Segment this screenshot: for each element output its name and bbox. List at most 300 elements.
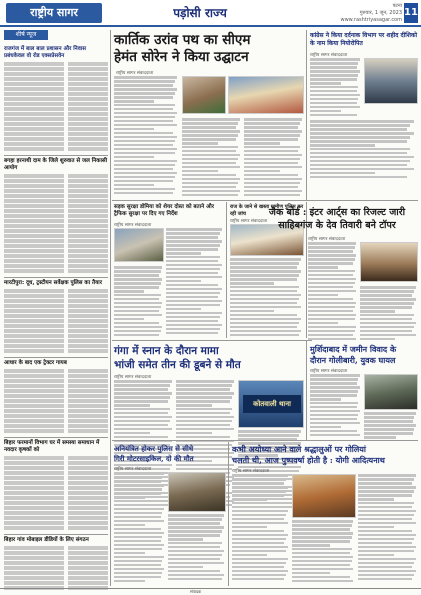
text-line	[232, 534, 288, 537]
text-line	[358, 558, 416, 561]
text-line	[244, 150, 298, 153]
text-line	[114, 334, 159, 337]
text-line	[182, 142, 218, 145]
text-line	[166, 236, 218, 239]
jac-headline-line2: साहिबगंज के देव तिवारी बने टॉपर	[278, 220, 396, 231]
text-line	[114, 384, 170, 387]
text-line	[182, 166, 240, 169]
text-line	[244, 182, 300, 185]
accident-byline: राष्ट्रीय सागर संवाददाता	[114, 467, 152, 472]
text-line	[230, 270, 301, 273]
text-line	[360, 338, 395, 341]
header-site: www.rashtriyasagar.com	[340, 17, 402, 23]
text-line	[244, 166, 302, 169]
text-line	[358, 514, 414, 517]
header-city: पटना	[392, 3, 402, 9]
text-line	[168, 570, 220, 573]
text-line	[182, 130, 240, 133]
text-line	[182, 122, 238, 125]
text-line	[244, 190, 302, 193]
text-line	[292, 564, 350, 567]
text-line	[114, 266, 162, 269]
text-line	[114, 388, 168, 391]
text-line	[114, 416, 172, 419]
text-line	[310, 422, 360, 425]
text-line	[310, 426, 341, 429]
text-line	[292, 580, 353, 583]
footer-text: संपादक	[190, 589, 202, 594]
text-line	[232, 574, 286, 577]
text-line	[166, 328, 220, 331]
text-line	[114, 84, 173, 87]
text-line	[308, 330, 355, 333]
text-line	[308, 290, 356, 293]
text-line	[182, 162, 236, 165]
text-line	[310, 410, 360, 413]
text-line	[310, 114, 357, 117]
text-line	[308, 262, 353, 265]
top-right-headline: कांग्रेस ने किया दर्दनाक विभाग पर शहीद दीशिको के नाम किया नियोरोपित	[310, 32, 418, 47]
text-line	[360, 314, 414, 317]
text-line	[292, 568, 353, 571]
text-line	[364, 428, 414, 431]
text-line	[114, 424, 168, 427]
lead-photo-1	[182, 76, 226, 114]
text-line	[310, 160, 410, 163]
text-line	[232, 522, 288, 525]
text-line	[232, 554, 267, 557]
text-line	[310, 144, 375, 147]
text-line	[308, 278, 356, 281]
text-line	[168, 514, 224, 517]
text-line	[232, 498, 267, 501]
text-line	[114, 560, 162, 563]
text-line	[232, 518, 284, 521]
text-line	[114, 192, 173, 195]
text-line	[114, 512, 162, 515]
text-line	[166, 284, 218, 287]
text-line	[114, 496, 145, 499]
jac-byline: राष्ट्रीय सागर संवाददाता	[308, 237, 346, 242]
text-line	[244, 130, 302, 133]
text-line	[176, 384, 232, 387]
text-line	[230, 258, 301, 261]
text-line	[310, 152, 407, 155]
text-line	[244, 126, 298, 129]
text-line	[166, 228, 222, 231]
text-line	[292, 544, 330, 547]
text-line	[114, 480, 161, 483]
text-line	[358, 538, 414, 541]
text-line	[182, 134, 238, 137]
text-line	[238, 430, 301, 433]
top-right-text-col2	[310, 120, 418, 180]
text-line	[308, 250, 353, 253]
text-line	[182, 178, 240, 181]
text-line	[244, 122, 300, 125]
text-line	[230, 306, 301, 309]
text-line	[114, 516, 161, 519]
text-line	[176, 428, 234, 431]
text-line	[114, 484, 164, 487]
text-line	[114, 432, 150, 435]
row-divider	[112, 340, 312, 341]
murshidabad-text-col1	[310, 374, 362, 440]
text-line	[114, 408, 170, 411]
text-line	[114, 318, 144, 321]
lead-headline-line2: हेमंत सोरेन ने किया उद्घाटन	[114, 49, 249, 65]
text-line	[364, 432, 413, 435]
text-line	[114, 152, 175, 155]
text-line	[230, 262, 299, 265]
text-line	[308, 310, 353, 313]
yogi-text-col3	[358, 474, 418, 584]
text-line	[114, 156, 154, 159]
text-line	[308, 314, 356, 317]
left-item-headline: मारटीपुरा: दूध, ट्रस्टीयन सर्वेक्षक पुलिस का तैयार	[4, 277, 108, 287]
text-line	[244, 194, 300, 197]
text-line	[232, 566, 284, 569]
text-line	[292, 532, 353, 535]
text-line	[176, 416, 234, 419]
text-line	[292, 576, 350, 579]
text-line	[114, 552, 145, 555]
text-line	[360, 302, 414, 305]
text-line	[182, 158, 238, 161]
text-line	[244, 118, 302, 121]
text-line	[114, 330, 161, 333]
text-line	[168, 526, 224, 529]
text-line	[310, 58, 360, 61]
accident-headline-line1: अनियंत्रित होकर पुलिस से सीधे	[114, 444, 194, 453]
text-line	[310, 430, 357, 433]
text-line	[114, 536, 162, 539]
text-line	[310, 386, 360, 389]
text-line	[114, 124, 177, 127]
text-line	[114, 436, 168, 439]
traffic-text-2	[114, 266, 164, 338]
text-line	[358, 578, 412, 581]
traffic-text	[166, 228, 224, 338]
text-line	[230, 302, 297, 305]
text-line	[182, 186, 236, 189]
text-line	[114, 100, 154, 103]
text-line	[176, 464, 234, 467]
text-line	[114, 392, 172, 395]
text-line	[114, 286, 159, 289]
text-line	[114, 172, 177, 175]
text-line	[310, 62, 358, 65]
text-line	[230, 286, 299, 289]
text-line	[166, 292, 220, 295]
text-line	[182, 126, 236, 129]
text-line	[182, 154, 240, 157]
text-line	[232, 502, 286, 505]
page-header	[0, 0, 421, 26]
text-line	[244, 162, 298, 165]
text-line	[310, 164, 407, 167]
text-line	[114, 500, 162, 503]
text-line	[292, 552, 350, 555]
text-line	[310, 378, 358, 381]
text-line	[232, 538, 286, 541]
row-divider	[112, 200, 418, 201]
left-item-headline: बगहा हरनाथी दाम के जिले शुरुवात से जल निकासी आयोग	[4, 155, 108, 172]
text-line	[310, 374, 360, 377]
text-line	[114, 282, 161, 285]
text-line	[358, 574, 414, 577]
text-line	[360, 330, 412, 333]
accident-text-col2	[168, 514, 226, 584]
text-line	[114, 274, 159, 277]
text-line	[114, 88, 177, 91]
top-right-text-col1	[310, 58, 362, 118]
text-line	[310, 176, 407, 179]
text-line	[358, 554, 394, 557]
text-line	[182, 118, 240, 121]
text-line	[168, 566, 203, 569]
text-line	[114, 556, 164, 559]
text-line	[168, 562, 224, 565]
text-line	[114, 322, 159, 325]
text-line	[360, 290, 414, 293]
text-line	[114, 184, 154, 187]
text-line	[310, 110, 341, 113]
text-line	[358, 546, 416, 549]
text-line	[232, 510, 288, 513]
murshidabad-photo	[364, 374, 418, 410]
text-line	[176, 380, 234, 383]
text-line	[166, 268, 220, 271]
lead-text-col2	[182, 118, 242, 198]
text-line	[358, 526, 394, 529]
text-line	[166, 316, 220, 319]
text-line	[166, 260, 218, 263]
text-line	[114, 548, 162, 551]
text-line	[232, 542, 284, 545]
text-line	[232, 478, 286, 481]
accident-headline	[114, 444, 224, 464]
text-line	[114, 310, 159, 313]
text-line	[230, 274, 299, 277]
text-line	[358, 486, 416, 489]
text-line	[364, 436, 396, 439]
text-line	[308, 302, 356, 305]
text-line	[308, 338, 356, 341]
text-line	[310, 106, 360, 109]
left-column	[4, 30, 108, 590]
jac-text-col1	[308, 242, 358, 342]
text-line	[360, 326, 414, 329]
text-line	[168, 554, 222, 557]
text-line	[230, 334, 299, 337]
left-item-headline: आधार के बाद एक ट्रेक्टर गायब	[4, 357, 108, 367]
text-line	[230, 330, 301, 333]
text-line	[114, 290, 144, 293]
text-line	[114, 508, 164, 511]
text-line	[182, 138, 236, 141]
text-line	[292, 540, 350, 543]
text-line	[114, 404, 150, 407]
text-line	[114, 76, 177, 79]
brand-logo: राष्ट्रीय सागर	[6, 3, 102, 23]
text-line	[176, 412, 230, 415]
text-line	[310, 90, 357, 93]
text-line	[244, 158, 300, 161]
murshidabad-text-col2	[364, 412, 418, 440]
text-line	[358, 534, 416, 537]
yogi-headline-line2: चलती थी, आज पुष्पवर्षा होती है : योगी आदित्यनाथ	[232, 455, 385, 465]
text-line	[114, 140, 175, 143]
text-line	[308, 306, 355, 309]
text-line	[168, 574, 224, 577]
text-line	[114, 120, 173, 123]
text-line	[114, 576, 161, 579]
text-line	[360, 334, 416, 337]
text-line	[114, 428, 172, 431]
left-item-headline: बिहार फरमानों विभाग घर में समस्या समाधान में नवदार कृषकों को	[4, 437, 108, 454]
accident-text-col1	[114, 472, 166, 584]
text-line	[166, 296, 218, 299]
murshidabad-headline-line2: दौरान गोलीबारी, युवक घायल	[310, 355, 396, 365]
text-line	[232, 530, 284, 533]
text-line	[114, 326, 162, 329]
text-line	[114, 528, 161, 531]
murshidabad-headline	[310, 344, 418, 366]
text-line	[310, 136, 410, 139]
text-line	[358, 494, 412, 497]
top-right-byline: राष्ट्रीय सागर संवाददाता	[310, 53, 348, 58]
text-line	[232, 558, 288, 561]
text-line	[114, 168, 173, 171]
text-line	[176, 400, 230, 403]
text-line	[232, 486, 288, 489]
yogi-photo	[292, 474, 356, 518]
column-divider	[110, 30, 111, 586]
murshidabad-byline: राष्ट्रीय सागर संवाददाता	[310, 369, 348, 374]
text-line	[358, 518, 412, 521]
text-line	[244, 146, 300, 149]
text-line	[230, 294, 301, 297]
text-line	[166, 276, 222, 279]
yogi-byline: राष्ट्रीय सागर संवाददाता	[232, 469, 270, 474]
text-line	[114, 492, 161, 495]
lead-photo-2	[228, 76, 304, 114]
top-right-photo	[364, 58, 418, 104]
lead-byline: राष्ट्रीय सागर संवाददाता	[116, 71, 154, 76]
text-line	[114, 504, 161, 507]
text-line	[176, 420, 232, 423]
text-line	[114, 188, 175, 191]
text-line	[310, 156, 414, 159]
text-line	[166, 300, 222, 303]
text-line	[166, 324, 222, 327]
text-line	[114, 104, 175, 107]
text-line	[166, 264, 222, 267]
text-line	[310, 382, 357, 385]
text-line	[166, 280, 201, 283]
text-line	[114, 568, 164, 571]
text-line	[232, 578, 284, 581]
traffic-headline: सड़क सुरक्षा डोमिया को शेयर दोस्त को बताने और ट्रैफिक सुरक्षा पर दिए गए निर्देश	[114, 204, 214, 217]
text-line	[310, 66, 357, 69]
police-note-byline: राष्ट्रीय सागर संवाददाता	[230, 219, 268, 224]
text-line	[114, 132, 173, 135]
text-line	[168, 522, 220, 525]
text-line	[176, 424, 230, 427]
text-line	[310, 406, 357, 409]
text-line	[230, 318, 301, 321]
text-line	[114, 108, 173, 111]
text-line	[364, 416, 414, 419]
left-item-headline: बिहार गांव मोबाइल डीडियों के लिए संगठन	[4, 534, 108, 544]
jac-headline-line1: जैक बोर्ड : इंटर आर्ट्स का रिजल्ट जारी	[268, 207, 406, 218]
text-line	[358, 522, 416, 525]
text-line	[232, 506, 284, 509]
text-line	[358, 510, 416, 513]
text-line	[292, 520, 353, 523]
text-line	[310, 74, 358, 77]
text-line	[292, 536, 352, 539]
text-line	[292, 524, 352, 527]
text-line	[230, 326, 297, 329]
text-line	[310, 70, 360, 73]
text-line	[292, 556, 353, 559]
page-number: 11	[404, 3, 418, 23]
header-rule	[0, 25, 421, 27]
text-line	[114, 412, 168, 415]
text-line	[166, 332, 218, 335]
text-line	[168, 530, 222, 533]
kotwali-photo	[238, 380, 304, 428]
text-line	[114, 144, 173, 147]
text-line	[292, 548, 352, 551]
text-line	[168, 534, 220, 537]
text-line	[114, 520, 164, 523]
text-line	[166, 304, 220, 307]
text-line	[310, 140, 407, 143]
text-line	[232, 482, 284, 485]
text-line	[114, 572, 162, 575]
text-line	[308, 326, 356, 329]
text-line	[182, 182, 238, 185]
text-line	[114, 278, 162, 281]
text-line	[114, 472, 164, 475]
text-line	[308, 254, 356, 257]
text-line	[310, 98, 358, 101]
text-line	[176, 392, 234, 395]
text-line	[230, 282, 274, 285]
text-line	[182, 174, 236, 177]
text-line	[310, 94, 360, 97]
text-line	[114, 306, 161, 309]
column-divider	[306, 30, 307, 200]
text-line	[168, 558, 220, 561]
text-line	[308, 334, 353, 337]
text-line	[232, 546, 288, 549]
text-line	[308, 322, 338, 325]
text-line	[310, 398, 341, 401]
left-item-headline: राजगंज में बाल बाल प्रशासन और निवास प्रबंधकेवल वो रोड एक्सप्रेसवेन	[4, 46, 86, 59]
text-line	[292, 572, 330, 575]
jac-photo	[360, 242, 418, 282]
text-line	[360, 306, 412, 309]
text-line	[310, 82, 341, 85]
text-line	[308, 266, 338, 269]
text-line	[358, 482, 412, 485]
text-line	[232, 490, 286, 493]
accident-photo	[168, 472, 226, 512]
